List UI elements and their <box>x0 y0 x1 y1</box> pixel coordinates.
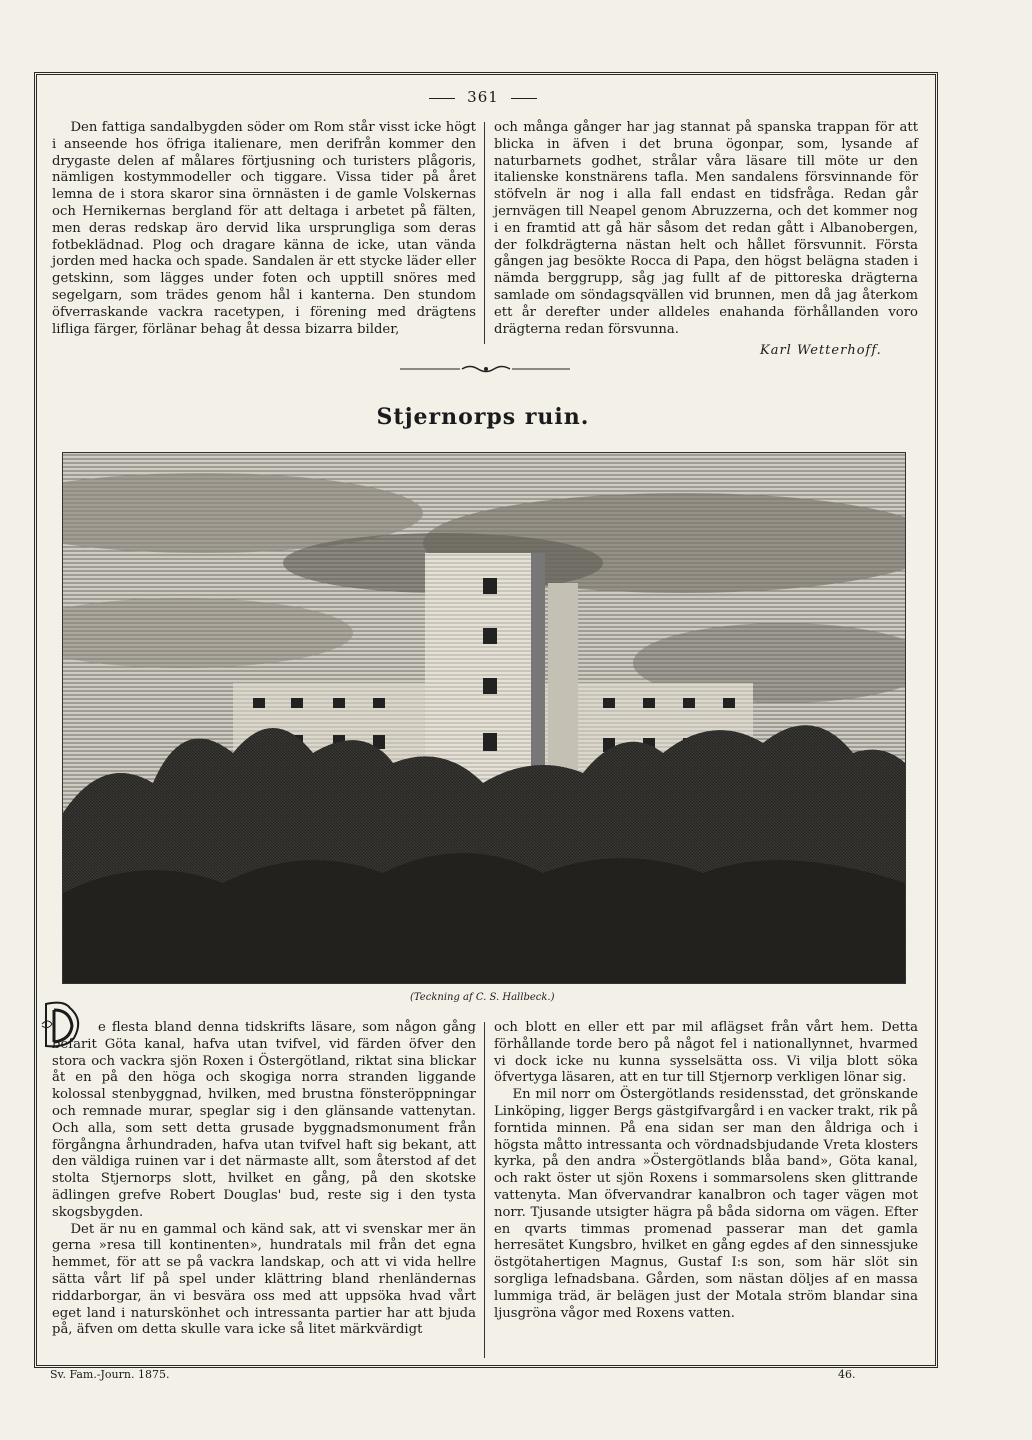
author-signature: Karl Wetterhoff. <box>760 343 882 358</box>
paragraph: Den fattiga sandalbygden söder om Rom står visst icke högt i anseende hos öfriga italienare, men derifrån kommer den drygaste delen af målares förtjusning och turisters plågoris, nämligen kostymmodeller och tiggare. Vissa tider på året lemna de i stora skaror sina örnnästen i de gamle Volskernas och Hernikernas bergland för att deltaga i arbetet på fälten, men deras redskap äro dervid lika ursprungliga som deras fotbeklädnad. Plog och dragare känna de icke, utan vända jorden med hacka och spade. Sandalen är ett stycke läder eller getskinn, som lägges under foten och upptill snöres med segelgarn, som trädes genom hål i kanterna. Den stundom öfverraskande vackra racetypen, i förening med drägtens lifliga färger, förlänar behag åt dessa bizarra bilder, <box>52 120 476 337</box>
article-right-column <box>494 1020 918 1322</box>
top-left-column <box>52 120 476 338</box>
column-divider <box>484 122 485 344</box>
ornament-divider <box>400 364 570 374</box>
top-right-column <box>494 120 918 338</box>
page-number: 361 <box>0 88 966 106</box>
article-left-column <box>52 1020 476 1339</box>
paragraph: En mil norr om Östergötlands residensstad, det grönskande Linköping, ligger Bergs gästgifvargård i en vacker trakt, rik på forntida minnen. På ena sidan ser man den åldriga och i högsta måtto intressanta och vördnadsbjudande Vreta klosters kyrka, på den andra »Östergötlands blåa band», Göta kanal, och rakt öster ut sjön Roxens i sommarsolens sken glittrande vattenyta. Man öfvervandrar kanalbron och tager vägen mot norr. Tjusande utsigter hägra på båda sidorna om vägen. Efter en qvarts timmas promenad passerar man det gamla herresätet Kungsbro, hvilket en gång egdes af den sinnessjuke östgötahertigen Magnus, Gustaf I:s son, som här slöt sin sorgliga lefnadsbana. Gården, som nästan döljes af en massa lummiga träd, är belägen just der Motala ström blandar sina ljusgröna vågor med Roxens vatten. <box>494 1087 918 1321</box>
column-divider <box>484 1022 485 1358</box>
paragraph: och många gånger har jag stannat på spanska trappan för att blicka in äfven i det bruna ögonpar, som, lysande af naturbarnets godhet, strålar våra läsare till möte ur den italienske konstnärens tafla. Men sandalens försvinnande för stöfveln är nog i alla fall endast en tidsfråga. Redan går jernvägen till Neapel genom Abruzzerna, och det kommer nog i en framtid att gå här såsom det redan gått i Albanobergen, der folkdrägterna nästan helt och hållet försvunnit. Första gången jag besökte Rocca di Papa, den högst belägna staden i nämda berggrupp, såg jag fullt af de pittoreska drägterna samlade om söndagsqvällen vid brunnen, men då jag återkom ett år derefter under alldeles enahanda förhållanden voro drägterna redan försvunna. <box>494 120 918 337</box>
ruin-engraving <box>62 452 906 984</box>
signature-number: 46. <box>838 1368 856 1381</box>
image-caption: (Teckning af C. S. Hallbeck.) <box>410 992 555 1003</box>
journal-footer: Sv. Fam.-Journ. 1875. <box>50 1368 170 1381</box>
paragraph: e flesta bland denna tidskrifts läsare, som någon gång befarit Göta kanal, hafva utan tvifvel, vid färden öfver den stora och vackra sjön Roxen i Östergötland, riktat sina blickar åt en på den höga och skogiga norra stranden liggande kolossal stenbyggnad, hvilken, med brustna fönsteröppningar och remnade murar, speglar sig i den glänsande vattenytan. Och alla, som sett detta grusade byggnadsmonument från förgångna århundraden, hafva utan tvifvel haft sig bekant, att den väldiga ruinen var i det närmaste allt, som återstod af det stolta Stjernorps slott, hvilket en gång, på den skotske ädlingen grefve Robert Douglas' bud, reste sig i den tysta skogsbygden. <box>52 1020 476 1220</box>
article-title: Stjernorps ruin. <box>376 404 590 430</box>
paragraph: och blott en eller ett par mil aflägset från vårt hem. Detta förhållande torde bero på något fel i nationallynnet, hvarmed vi dock icke nu kunna sysselsätta oss. Vi vilja blott söka öfvertyga läsaren, att en tur till Stjernorp verkligen lönar sig. <box>494 1020 918 1086</box>
paragraph: Det är nu en gammal och känd sak, att vi svenskar mer än gerna »resa till kontinenten», hundratals mil från det egna hemmet, för att se på vackra landskap, och att vi vida hellre sätta vårt lif på spel under klättring bland rhenländernas riddarborgar, än vi besvära oss med att uppsöka hvad vårt eget land i naturskönhet och intressanta partier har att bjuda på, äfven om detta skulle vara icke så litet märkvärdigt <box>52 1221 476 1338</box>
